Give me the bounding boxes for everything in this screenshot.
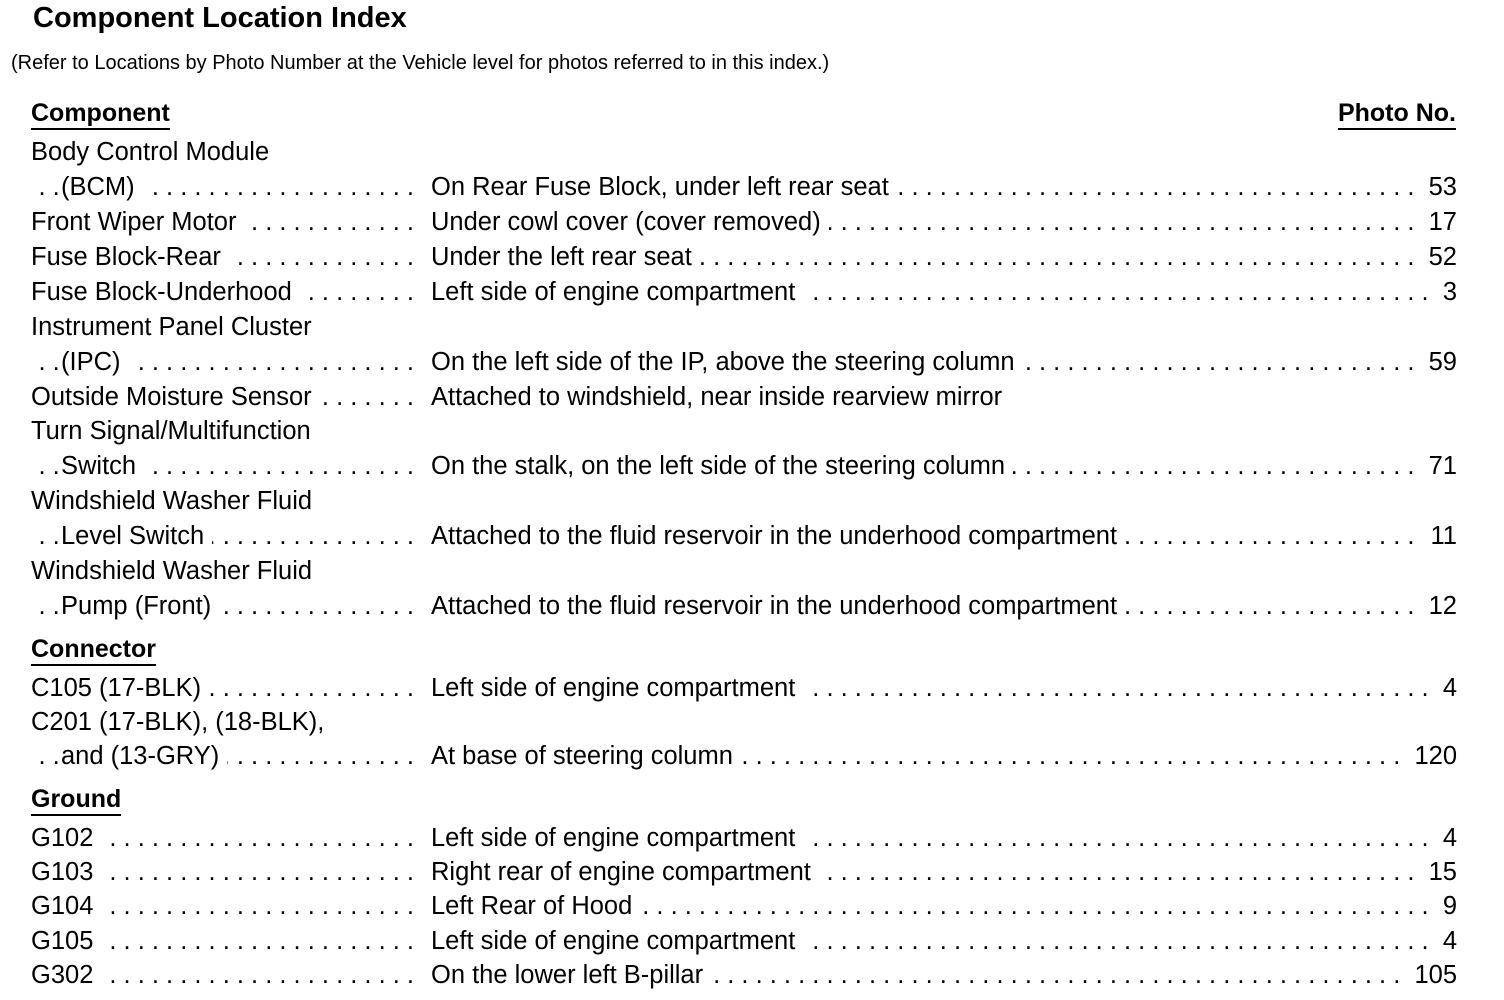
table-row	[31, 855, 1457, 889]
ground-location: Left side of engine compartment	[431, 927, 803, 955]
photo-number: 53	[1421, 170, 1457, 204]
photo-number: 71	[1421, 449, 1457, 483]
component-name: Fuse Block-Underhood	[31, 278, 300, 306]
connector-location: At base of steering column	[431, 742, 741, 770]
connector-heading: Connector	[31, 634, 156, 666]
component-location: Attached to the fluid reservoir in the underhood compartment	[431, 522, 1125, 550]
photo-number: 4	[1435, 924, 1457, 958]
table-row	[31, 589, 1457, 623]
table-row	[31, 414, 1457, 448]
photo-number: 3	[1435, 275, 1457, 309]
photo-number: 120	[1406, 739, 1457, 773]
component-location: Under cowl cover (cover removed)	[431, 208, 829, 236]
component-location: On the stalk, on the left side of the steering column	[431, 452, 1013, 480]
table-row	[31, 519, 1457, 553]
table-row	[31, 554, 1457, 588]
component-location: Attached to the fluid reservoir in the underhood compartment	[431, 592, 1125, 620]
table-row	[31, 924, 1457, 958]
photo-number: 4	[1435, 821, 1457, 855]
component-name: (IPC)	[61, 348, 129, 376]
table-row	[31, 705, 1457, 739]
table-row	[31, 739, 1457, 773]
component-location: Under the left rear seat	[431, 243, 700, 271]
table-row	[31, 889, 1457, 923]
component-name: (BCM)	[61, 173, 143, 201]
table-row	[31, 205, 1457, 239]
component-name: Body Control Module	[31, 138, 277, 166]
ground-location: On the lower left B-pillar	[431, 961, 711, 989]
component-name: Fuse Block-Rear	[31, 243, 229, 271]
component-name: Outside Moisture Sensor	[31, 383, 320, 411]
connector-location: Left side of engine compartment	[431, 674, 803, 702]
page-title: Component Location Index	[33, 2, 407, 34]
ground-name: G105	[31, 927, 101, 955]
table-row	[31, 135, 1457, 169]
component-name: Turn Signal/Multifunction	[31, 417, 319, 445]
photo-number: 59	[1421, 345, 1457, 379]
photo-number: 105	[1406, 958, 1457, 992]
table-row	[31, 821, 1457, 855]
component-location: On the left side of the IP, above the steering column	[431, 348, 1023, 376]
table-row	[31, 310, 1457, 344]
connector-name: C105 (17-BLK)	[31, 674, 209, 702]
photo-number: 17	[1421, 205, 1457, 239]
component-name: Switch	[61, 452, 144, 480]
table-row	[31, 449, 1457, 483]
photo-number: 9	[1435, 889, 1457, 923]
component-location: Left side of engine compartment	[431, 278, 803, 306]
ground-name: G103	[31, 858, 101, 886]
connector-name: and (13-GRY)	[61, 742, 227, 770]
ground-location: Left Rear of Hood	[431, 892, 640, 920]
ground-location: Left side of engine compartment	[431, 824, 803, 852]
photo-number: 52	[1421, 240, 1457, 274]
table-row	[31, 170, 1457, 204]
component-name: Windshield Washer Fluid	[31, 557, 320, 585]
connector-name: C201 (17-BLK), (18-BLK),	[31, 708, 332, 736]
ground-name: G104	[31, 892, 101, 920]
table-row	[31, 484, 1457, 518]
photo-number: 11	[1423, 519, 1457, 553]
component-location: On Rear Fuse Block, under left rear seat	[431, 173, 897, 201]
table-row	[31, 240, 1457, 274]
ground-name: G102	[31, 824, 101, 852]
table-row	[31, 671, 1457, 705]
ground-heading: Ground	[31, 784, 121, 816]
component-name: Level Switch	[61, 522, 212, 550]
table-row	[31, 345, 1457, 379]
photo-number: 12	[1421, 589, 1457, 623]
photo-number: 15	[1421, 855, 1457, 889]
table-row	[31, 380, 1457, 414]
component-name: Instrument Panel Cluster	[31, 313, 320, 341]
photo-number-heading: Photo No.	[1338, 98, 1456, 130]
page-subtitle: (Refer to Locations by Photo Number at the Vehicle level for photos referred to in this index.)	[11, 52, 830, 74]
component-name: Windshield Washer Fluid	[31, 487, 320, 515]
table-row	[31, 958, 1457, 992]
photo-number: 4	[1435, 671, 1457, 705]
component-name: Front Wiper Motor	[31, 208, 244, 236]
component-name: Pump (Front)	[61, 592, 219, 620]
table-row	[31, 275, 1457, 309]
ground-name: G302	[31, 961, 101, 989]
component-heading: Component	[31, 98, 170, 130]
component-location: Attached to windshield, near inside rearview mirror	[431, 383, 1010, 411]
ground-location: Right rear of engine compartment	[431, 858, 819, 886]
